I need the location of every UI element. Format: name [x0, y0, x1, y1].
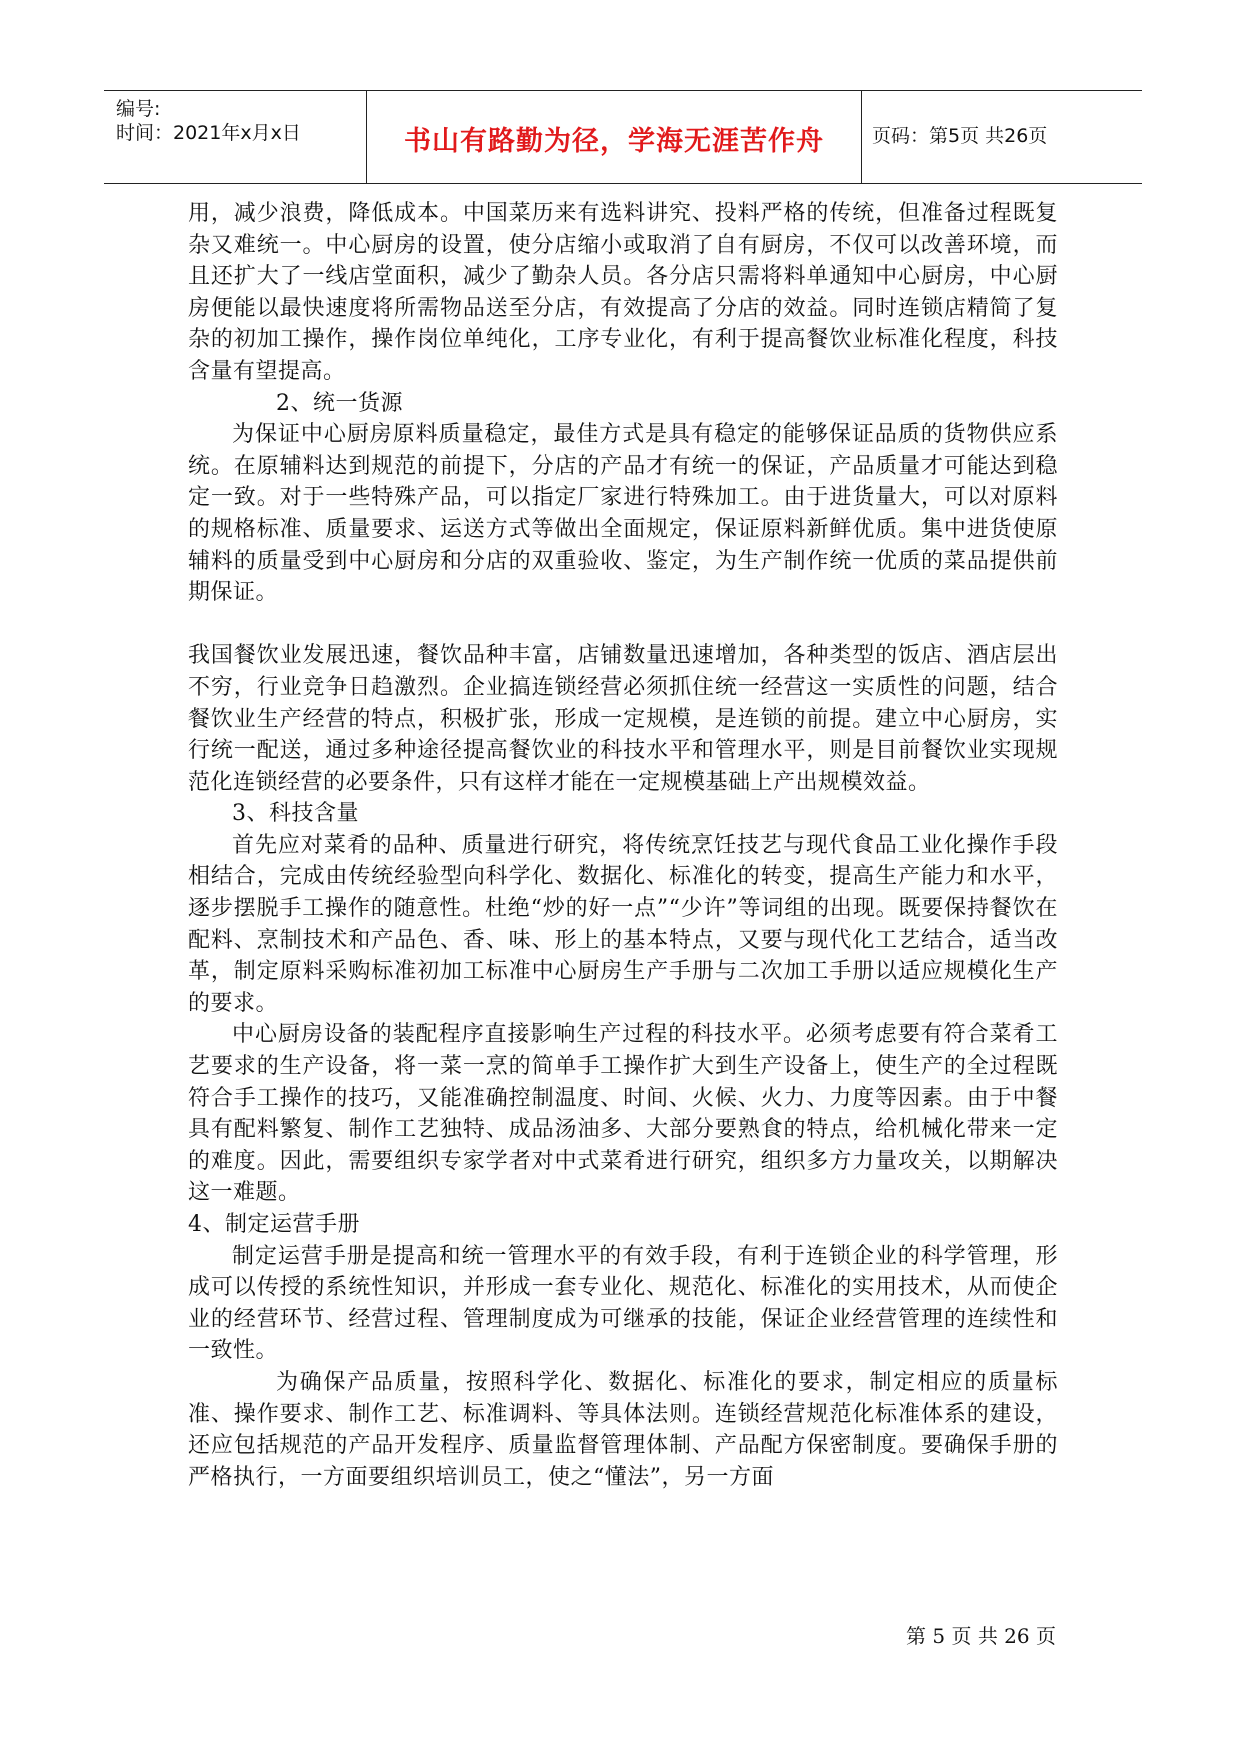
document-time-label: 时间：2021年x月x日 [116, 122, 301, 144]
body-paragraph: 为确保产品质量，按照科学化、数据化、标准化的要求，制定相应的质量标准、操作要求、制作工艺、标准调料、等具体法则。连锁经营规范化标准体系的建设，还应包括规范的产品开发程序、质量监督管理体制、产品配方保密制度。要确保手册的严格执行，一方面要组织培训员工，使之“懂法”，另一方面 [188, 1369, 1058, 1490]
document-body [188, 198, 1058, 1493]
section-heading-technology: 3、科技含量 [232, 801, 359, 827]
page-footer-number: 第 5 页 共 26 页 [906, 1624, 1056, 1648]
header-motto-cell [366, 91, 862, 183]
body-paragraph: 我国餐饮业发展迅速，餐饮品种丰富，店铺数量迅速增加，各种类型的饭店、酒店层出不穷，行业竞争日趋激烈。企业搞连锁经营必须抓住统一经营这一实质性的问题，结合餐饮业生产经营的特点，积极扩张，形成一定规模，是连锁的前提。建立中心厨房，实行统一配送，通过多种途径提高餐饮业的科技水平和管理水平，则是目前餐饮业实现规范化连锁经营的必要条件，只有这样才能在一定规模基础上产出规模效益。 [188, 643, 1058, 795]
header-info-cell [104, 91, 366, 183]
paragraph-spacer [188, 609, 1058, 641]
page-header [104, 90, 1142, 184]
body-paragraph: 制定运营手册是提高和统一管理水平的有效手段，有利于连锁企业的科学管理，形成可以传授的系统性知识，并形成一套专业化、规范化、标准化的实用技术，从而使企业的经营环节、经营过程、管理制度成为可继承的技能，保证企业经营管理的连续性和一致性。 [188, 1243, 1058, 1364]
document-number-label: 编号: [116, 98, 161, 120]
header-motto: 书山有路勤为径，学海无涯苦作舟 [404, 126, 824, 157]
section-heading-operations-manual: 4、制定运营手册 [188, 1212, 360, 1237]
section-heading-unified-supply: 2、统一货源 [276, 390, 403, 416]
header-page-cell [860, 91, 1142, 183]
body-paragraph: 为保证中心厨房原料质量稳定，最佳方式是具有稳定的能够保证品质的货物供应系统。在原辅料达到规范的前提下，分店的产品才有统一的保证，产品质量才可能达到稳定一致。对于一些特殊产品，可以指定厂家进行特殊加工。由于进货量大，可以对原料的规格标准、质量要求、运送方式等做出全面规定，保证原料新鲜优质。集中进货使原辅料的质量受到中心厨房和分店的双重验收、鉴定，为生产制作统一优质的菜品提供前期保证。 [188, 422, 1058, 606]
body-paragraph: 中心厨房设备的装配程序直接影响生产过程的科技水平。必须考虑要有符合菜肴工艺要求的生产设备，将一菜一烹的简单手工操作扩大到生产设备上，使生产的全过程既符合手工操作的技巧，又能准确控制温度、时间、火候、火力、力度等因素。由于中餐具有配料繁复、制作工艺独特、成品汤油多、大部分要熟食的特点，给机械化带来一定的难度。因此，需要组织专家学者对中式菜肴进行研究，组织多方力量攻关，以期解决这一难题。 [188, 1022, 1058, 1206]
header-page-number: 页码：第5页 共26页 [872, 125, 1048, 147]
body-paragraph: 首先应对菜肴的品种、质量进行研究，将传统烹饪技艺与现代食品工业化操作手段相结合，完成由传统经验型向科学化、数据化、标准化的转变，提高生产能力和水平，逐步摆脱手工操作的随意性。杜绝“炒的好一点”“少许”等词组的出现。既要保持餐饮在配料、烹制技术和产品色、香、味、形上的基本特点，又要与现代化工艺结合，适当改革，制定原料采购标准初加工标准中心厨房生产手册与二次加工手册以适应规模化生产的要求。 [188, 832, 1058, 1016]
body-paragraph: 用，减少浪费，降低成本。中国菜历来有选料讲究、投料严格的传统，但准备过程既复杂又难统一。中心厨房的设置，使分店缩小或取消了自有厨房，不仅可以改善环境，而且还扩大了一线店堂面积，减少了勤杂人员。各分店只需将料单通知中心厨房，中心厨房便能以最快速度将所需物品送至分店，有效提高了分店的效益。同时连锁店精简了复杂的初加工操作，操作岗位单纯化，工序专业化，有利于提高餐饮业标准化程度，科技含量有望提高。 [188, 201, 1058, 384]
